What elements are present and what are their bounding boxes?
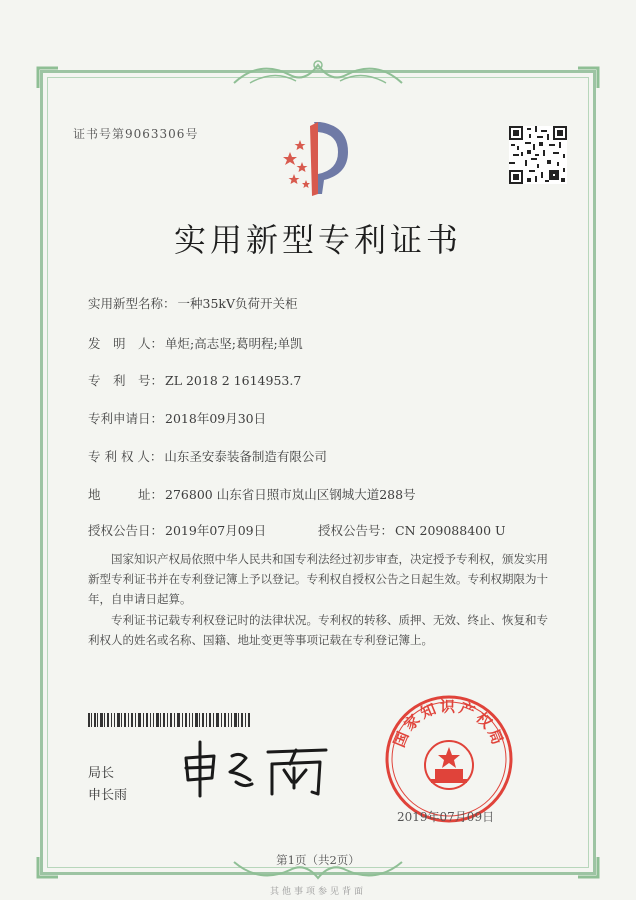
field-value: 276800 山东省日照市岚山区钢城大道288号 xyxy=(165,487,416,502)
field-address xyxy=(88,485,416,503)
field-label: 专 利 权 人： xyxy=(88,449,163,464)
field-label: 专 利 号： xyxy=(88,373,164,388)
page-number: 第1页（共2页） xyxy=(276,853,360,867)
certificate-title: 实用新型专利证书 xyxy=(173,221,462,259)
field-value: 一种35kV负荷开关柜 xyxy=(177,296,298,311)
field-value: 2018年09月30日 xyxy=(165,411,267,426)
announcement-number xyxy=(318,521,506,539)
field-label: 发 明 人： xyxy=(88,336,164,351)
field-utility-model-name xyxy=(88,294,298,312)
barcode-icon xyxy=(88,713,250,727)
field-label: 授权公告日： xyxy=(88,523,164,538)
field-label: 授权公告号： xyxy=(318,523,394,538)
field-label: 专利申请日： xyxy=(88,411,164,426)
field-value: 单炬;高志坚;葛明程;单凯 xyxy=(165,336,303,351)
handwritten-signature-icon xyxy=(180,738,330,798)
seal-text: 国家知识产权局 xyxy=(390,697,508,750)
ornament-top-icon xyxy=(230,55,406,89)
field-patent-number xyxy=(88,371,301,389)
field-value: CN 209088400 U xyxy=(395,523,506,538)
grant-paragraph: 国家知识产权局依照中华人民共和国专利法经过初步审查，决定授予专利权，颁发实用新型专利证书并在专利登记簿上予以登记。专利权自授权公告之日起生效。专利权期限为十年，自申请日起算。 xyxy=(88,552,548,606)
field-label: 实用新型名称： xyxy=(88,296,176,311)
footer-note: 其他事项参见背面 xyxy=(269,887,366,897)
director-name: 申长雨 xyxy=(88,788,128,803)
director-title: 局长 xyxy=(88,766,115,781)
legal-status-paragraph: 专利证书记载专利权登记时的法律状况。专利权的转移、质押、无效、终止、恢复和专利权人的姓名或名称、国籍、地址变更等事项记载在专利登记簿上。 xyxy=(88,613,548,647)
field-patentee xyxy=(88,447,327,465)
field-value: 山东圣安泰装备制造有限公司 xyxy=(164,449,327,464)
corner-ornament-icon xyxy=(36,66,60,90)
corner-ornament-icon xyxy=(576,66,600,90)
field-value: ZL 2018 2 1614953.7 xyxy=(165,373,302,388)
field-inventors xyxy=(88,334,303,352)
field-application-date xyxy=(88,409,266,427)
cnipa-logo-icon xyxy=(268,118,354,198)
seal-date: 2019年07月09日 xyxy=(397,810,495,824)
field-value: 2019年07月09日 xyxy=(165,523,267,538)
certificate-number: 证书号第9063306号 xyxy=(73,127,199,141)
announcement-date xyxy=(88,521,266,539)
field-label: 地 址： xyxy=(88,487,164,502)
qr-code-icon xyxy=(509,126,567,184)
official-seal-icon xyxy=(383,693,515,825)
